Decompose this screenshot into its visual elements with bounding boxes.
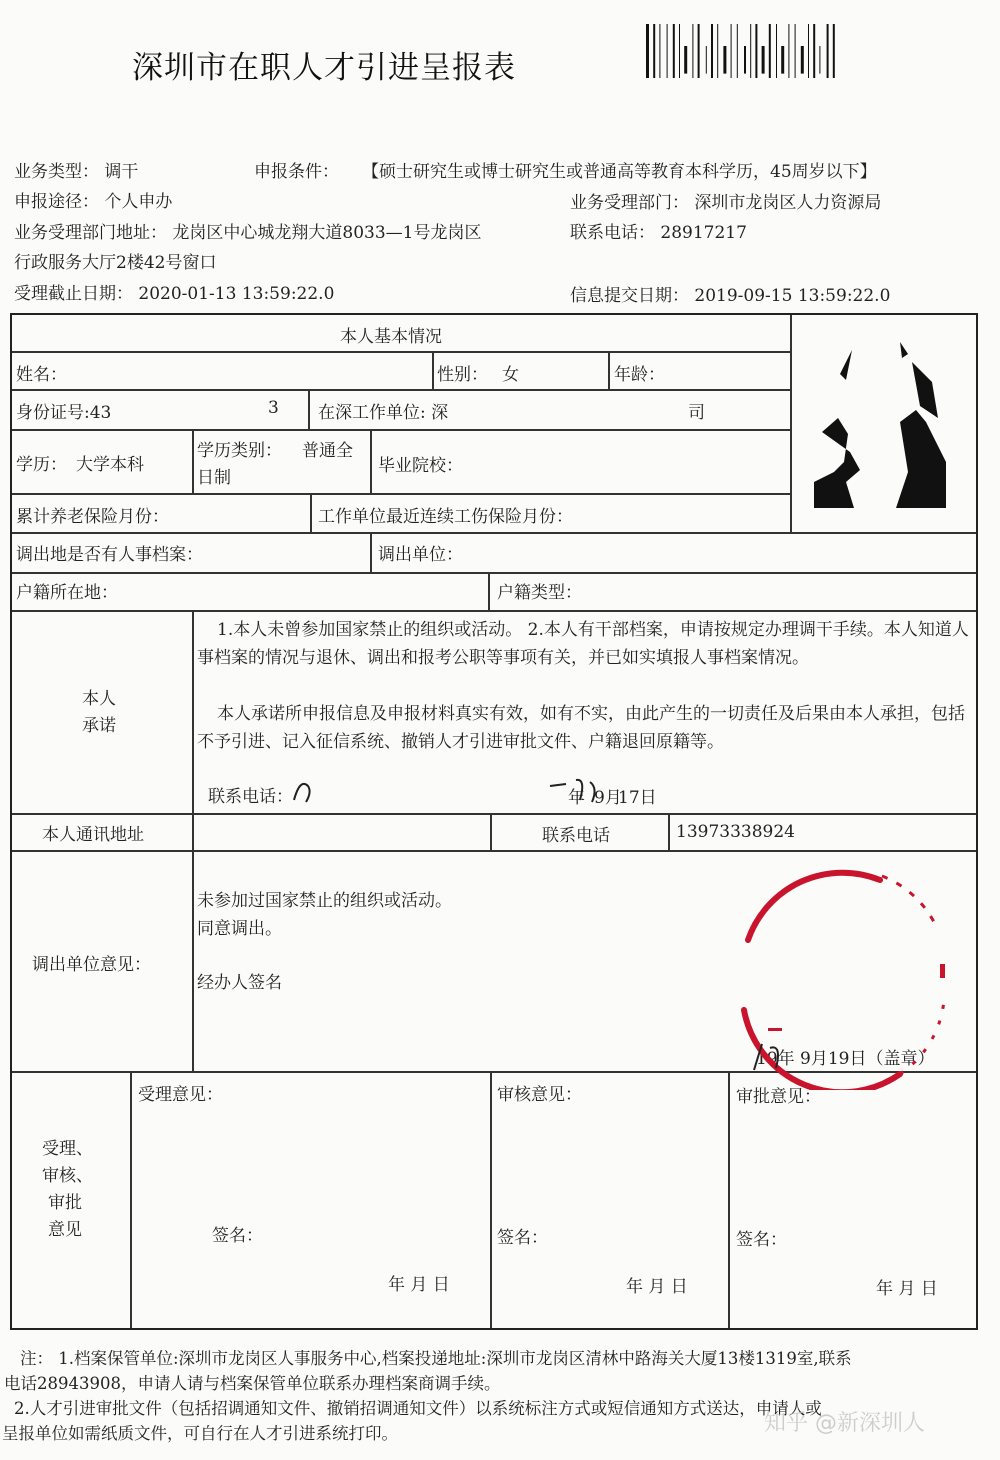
name-label: 姓名： (16, 365, 67, 385)
department-address-2: 行政服务大厅2楼42号窗口 (14, 253, 217, 273)
application-channel: 申报途径： 个人申办 (14, 192, 173, 212)
promise-date-year: 年 (568, 788, 585, 808)
promise-phone-label: 联系电话： (208, 787, 293, 807)
promise-paragraph-2: 本人承诺所申报信息及申报材料真实有效，如有不实，由此产生的一切责任及后果由本人承担，包括不予引进、记入征信系统、撤销人才引进审批文件、户籍退回原籍等。 (197, 704, 965, 752)
approve-sign-label: 签名： (736, 1230, 787, 1250)
pension-label: 累计养老保险月份： (16, 507, 169, 527)
page-title: 深圳市在职人才引进呈报表 (132, 50, 516, 86)
archive-label: 调出地是否有人事档案： (16, 545, 203, 565)
note-line-2: 电话28943908，申请人请与档案保管单位联系办理档案商调手续。 (4, 1374, 501, 1393)
education-value: 大学本科 (76, 455, 144, 475)
workplace-tail: 司 (688, 403, 705, 423)
review-label-3: 审批 (48, 1193, 82, 1213)
audit-opinion-label: 审核意见： (497, 1085, 582, 1105)
age-label: 年龄： (614, 365, 665, 385)
note-line-3: 2.人才引进审批文件（包括招调通知文件、撤销招调通知文件）以系统标注方式或短信通知方式送达，申请人或 (14, 1399, 822, 1418)
applicant-photo (800, 322, 965, 522)
handwriting-mark (546, 776, 602, 806)
contact-phone-label: 联系电话 (542, 826, 610, 846)
submit-date: 信息提交日期： 2019-09-15 13:59:22.0 (570, 286, 891, 306)
review-label-1: 受理、 (42, 1139, 93, 1159)
approve-date: 年 月 日 (876, 1279, 938, 1299)
conditions-value: 【硕士研究生或博士研究生或普通高等教育本科学历，45周岁以下】 (362, 162, 877, 182)
hukou-type-label: 户籍类型： (497, 583, 582, 603)
handwriting-mark (748, 1040, 788, 1072)
contact-phone-value: 13973338924 (676, 822, 795, 842)
hukou-label: 户籍所在地： (16, 583, 118, 603)
id-number-tail: 3 (268, 398, 279, 418)
education-type-label: 学历类别： (197, 441, 282, 461)
watermark: 知乎 @新深圳人 (764, 1411, 925, 1436)
note-line-1: 注： 1.档案保管单位:深圳市龙岗区人事服务中心,档案投递地址:深圳市龙岗区清林中路海关大厦13楼1319室,联系 (20, 1349, 852, 1368)
department-phone: 联系电话： 28917217 (570, 223, 747, 243)
stamp-date: 19年 9月19日（盖章） (756, 1049, 935, 1069)
education-type-value-2: 日制 (197, 468, 231, 488)
review-label-2: 审核、 (42, 1166, 93, 1186)
education-type-value-1: 普通全 (302, 441, 353, 461)
business-type: 业务类型： 调干 (14, 162, 139, 182)
note-line-4: 呈报单位如需纸质文件，可自行在人才引进系统打印。 (2, 1424, 398, 1443)
department-address-1: 业务受理部门地址： 龙岗区中心城龙翔大道8033—1号龙岗区 (14, 223, 482, 243)
school-label: 毕业院校： (378, 456, 463, 476)
processing-department: 业务受理部门： 深圳市龙岗区人力资源局 (570, 193, 882, 213)
promise-label-2: 承诺 (82, 716, 116, 736)
accept-sign-label: 签名： (212, 1226, 263, 1246)
mail-address-label: 本人通讯地址 (42, 825, 144, 845)
handwriting-mark (290, 772, 330, 808)
promise-paragraph-1: 1.本人未曾参加国家禁止的组织或活动。 2.本人有干部档案，申请按规定办理调干手续。本人知道人事档案的情况与退休、调出和报考公职等事项有关，并已如实填报人事档案情况。 (197, 620, 969, 668)
deadline-date: 受理截止日期： 2020-01-13 13:59:22.0 (14, 284, 335, 304)
approve-opinion-label: 审批意见： (736, 1087, 821, 1107)
id-number-label: 身份证号:43 (16, 403, 112, 423)
conditions-label: 申报条件： (254, 162, 339, 182)
gender-value: 女 (502, 365, 519, 385)
gender-label: 性别： (437, 365, 488, 385)
education-label: 学历： (16, 455, 67, 475)
audit-sign-label: 签名： (497, 1228, 548, 1248)
out-unit-opinion-2: 同意调出。 (197, 919, 282, 939)
handler-signature-label: 经办人签名 (197, 973, 282, 993)
section-title: 本人基本情况 (340, 327, 442, 347)
out-unit-opinion-1: 未参加过国家禁止的组织或活动。 (197, 891, 452, 911)
barcode-icon (642, 24, 954, 82)
promise-label-1: 本人 (82, 689, 116, 709)
workplace-label: 在深工作单位: 深 (318, 403, 449, 423)
injury-insurance-label: 工作单位最近连续工伤保险月份： (318, 507, 573, 527)
accept-date: 年 月 日 (388, 1275, 450, 1295)
promise-date-day: 17日 (618, 788, 657, 808)
audit-date: 年 月 日 (626, 1277, 688, 1297)
review-label-4: 意见 (48, 1220, 82, 1240)
out-unit-label: 调出单位： (378, 545, 463, 565)
out-unit-opinion-label: 调出单位意见： (32, 955, 151, 975)
accept-opinion-label: 受理意见： (138, 1085, 223, 1105)
promise-date-month: 9月 (594, 788, 622, 808)
